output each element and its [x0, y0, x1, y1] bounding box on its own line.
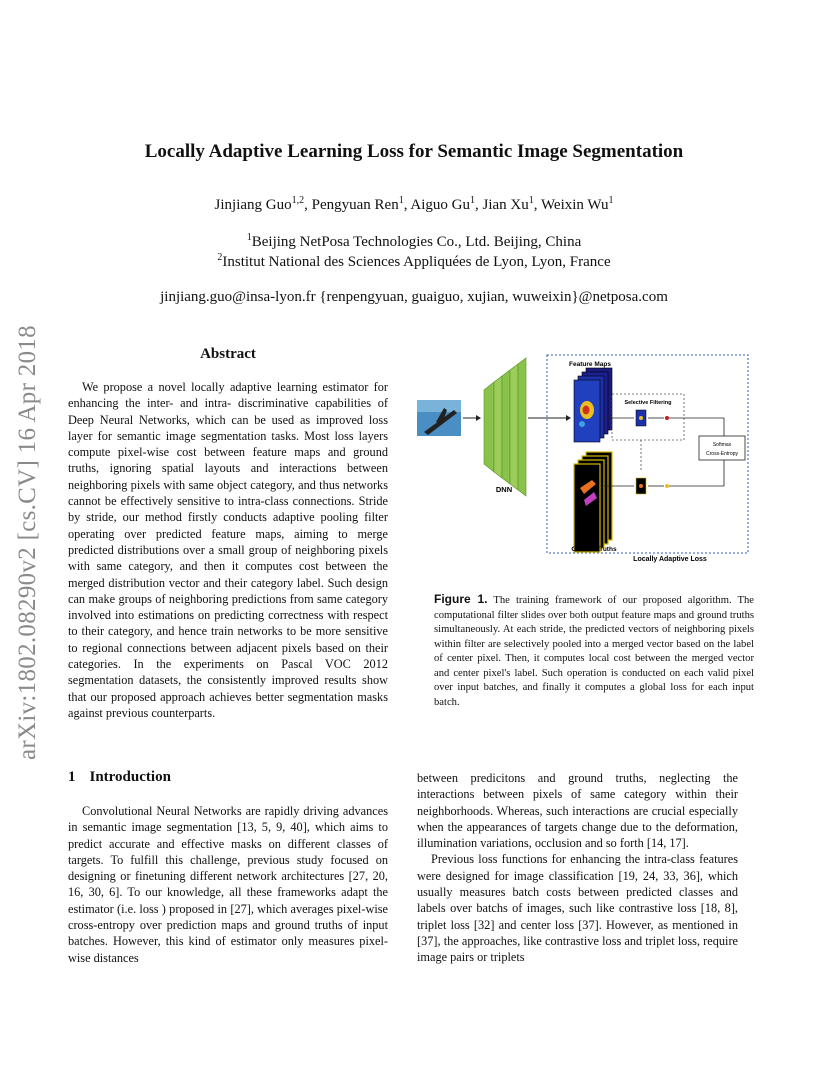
framework-diagram-svg — [414, 352, 754, 564]
author-emails: jinjiang.guo@insa-lyon.fr {renpengyuan, guaiguo, xujian, wuweixin}@netposa.com — [160, 289, 668, 305]
affiliation-text: Beijing NetPosa Technologies Co., Ltd. Beijing, China — [251, 234, 582, 250]
author-affil-mark: 1 — [528, 195, 534, 206]
softmax-label: Softmax — [712, 442, 732, 448]
arrow-head — [566, 415, 571, 421]
author-affil-mark: 1 — [398, 195, 404, 206]
selective-filtering-label: Selective Filtering — [624, 400, 672, 406]
affiliation-text: Institut National des Sciences Appliquées de Lyon, Lyon, France — [222, 254, 611, 270]
author-name: Jian Xu — [482, 197, 529, 213]
ground-truths-label: Ground Truths — [571, 546, 617, 553]
author-name: Pengyuan Ren — [311, 197, 399, 213]
filter-center-pixel — [639, 416, 643, 420]
abstract-text: We propose a novel locally adaptive learning estimator for enhancing the inter- and intra- discriminative capabilities of Deep Neural Networks, which can be used as improved loss layer for semantic image segmentation tasks. Most loss layers compute pixel-wise cost between feature maps and ground truths, ignoring spatial layouts and interactions between neighboring pixels with same object category, and thus networks cannot be effectively sensitive to intra-class connections. Stride by stride, our method firstly conducts adaptive pooling filter operating over predicted feature maps, aiming to merge predicted distributions over a small group of neighboring pixels with same category, and then it computes cost between the merged distribution vector and their category label. Such design can make groups of neighboring predictions from same category involved into estimations on predicting correctness with respect to their category, and hence train networks to be more sensitive to regional connections between adjacent pixels based on their categories. In the experiments on Pascal VOC 2012 segmentation datasets, the consistently improved results show that our proposed approach achieves better segmentation masks against previous counterparts. — [68, 380, 388, 720]
paper-title: Locally Adaptive Learning Loss for Semantic Image Segmentation — [144, 141, 684, 162]
filter-center-label — [639, 484, 643, 488]
figure-caption — [434, 592, 754, 710]
arxiv-identifier: arXiv:1802.08290v2 [cs.CV] 16 Apr 2018 — [14, 325, 41, 760]
arrow-head — [476, 415, 481, 421]
ground-truths-stack — [574, 452, 612, 552]
figure-framework-diagram — [414, 352, 754, 564]
author-affil-mark: 1,2 — [291, 195, 305, 206]
feature-maps-stack — [574, 368, 612, 442]
introduction-paragraph: Previous loss functions for enhancing the intra-class features were designed for image classification [19, 24, 33, 36], which usually measures batch costs between predicted classes and labels over batchs of images, such like contrastive loss [18, 8], triplet loss [32] and center loss [37]. However, as mentioned in [37], the approaches, like contrastive loss and triplet loss, require image pairs or triplets — [417, 852, 738, 965]
feature-maps-label: Feature Maps — [569, 361, 611, 368]
abstract-body — [68, 379, 388, 721]
figure-caption-text: The training framework of our proposed algorithm. The computational filter slides over both output feature maps and ground truths simultaneously. At each stride, the predicted vectors of neighboring pixels within filter are selectively pooled into a merged vector based on the label of center pixel. Then, it computes local cost between the merged vector and center pixel's label. Such operation is conducted on each valid pixel over input batches, and finally it computes a global loss for each input batch. — [434, 595, 754, 708]
author-name: Weixin Wu — [540, 197, 609, 213]
affiliation — [0, 232, 828, 251]
section-number: 1 — [68, 769, 76, 785]
introduction-paragraph: between predicitons and ground truths, neglecting the interactions between pixels of same category within their neighborhoods. Whereas, such interactions are crucial especially when the appearances of targets change due to the deformation, illumination variations, occlusion and so forth [14, 17]. — [417, 771, 738, 851]
dnn-label: DNN — [495, 485, 513, 494]
dnn-block — [484, 358, 526, 496]
introduction-right-column — [417, 770, 738, 966]
abstract-heading: Abstract — [200, 346, 256, 362]
author-name: Jinjiang Guo — [214, 197, 292, 213]
author-list: Jinjiang Guo$^{1,2}$, Pengyuan Ren$^1$, Aiguo Gu$^1$, Jian Xu$^1$, Weixin Wu$^1$ — [214, 195, 614, 213]
sky-highlight — [417, 400, 461, 412]
introduction-paragraph: Convolutional Neural Networks are rapidly driving advances in semantic image segmentation [13, 5, 9, 40], which aims to predict accurate and effective masks on different classes of targets. To fulfill this challenge, previous study focused on designing or finetuning different network architectures [27, 20, 16, 30, 6]. To our knowledge, all these frameworks adapt the estimator (i.e. loss ) proposed in [27], which averages pixel-wise cross-entropy over prediction maps and ground truths of input batches. However, this kind of estimator only measures pixel-wise distances — [68, 804, 388, 965]
introduction-left-column — [68, 803, 388, 966]
figure-caption-label: Figure 1. — [434, 592, 488, 606]
cross-entropy-label: Cross-Entropy — [706, 451, 738, 457]
affiliation-mark: 1 — [246, 232, 252, 243]
section-title: Introduction — [89, 769, 171, 785]
section-heading-introduction — [68, 769, 171, 786]
center-label-dot — [665, 484, 669, 488]
locally-adaptive-loss-label: Locally Adaptive Loss — [633, 556, 707, 563]
author-name: Aiguo Gu — [410, 197, 470, 213]
affiliation — [0, 252, 828, 271]
merged-vector-dot — [665, 416, 669, 420]
affiliation-mark: 2 — [217, 252, 223, 263]
author-affil-mark: 1 — [608, 195, 614, 206]
author-affil-mark: 1 — [469, 195, 475, 206]
